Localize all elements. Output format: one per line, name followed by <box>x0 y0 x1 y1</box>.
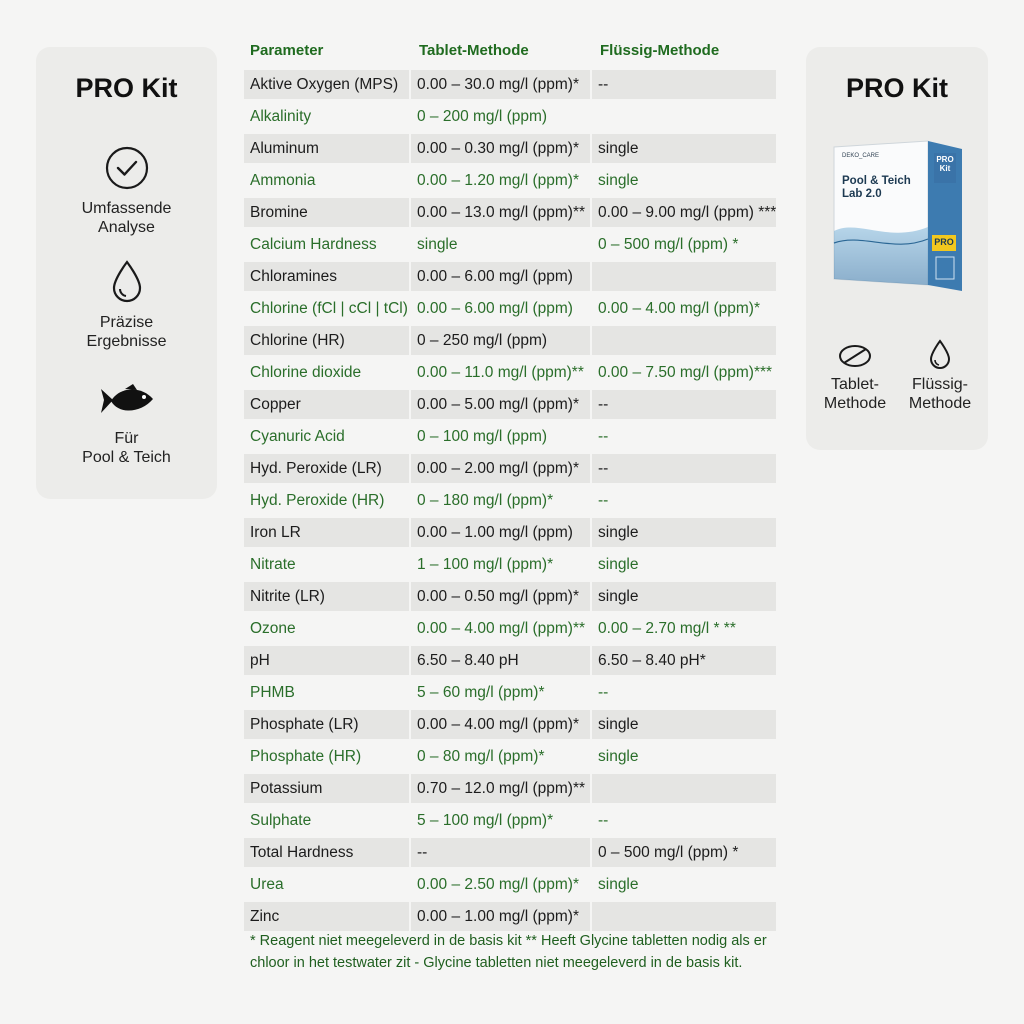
table-row <box>244 676 776 708</box>
right-panel-title: PRO Kit <box>845 73 948 103</box>
table-header <box>244 40 776 68</box>
cell-tablet-methode: 0.00 – 4.00 mg/l (ppm)* <box>411 710 592 739</box>
cell-fluessig-methode: -- <box>592 454 776 483</box>
cell-fluessig-methode: -- <box>598 811 609 829</box>
cell-tablet-methode: 0.00 – 0.30 mg/l (ppm)* <box>411 134 592 163</box>
cell-tablet-methode: 0 – 100 mg/l (ppm) <box>411 422 592 451</box>
table-row <box>244 324 776 356</box>
cell-tablet-methode: 0.00 – 1.20 mg/l (ppm)* <box>411 166 592 195</box>
left-feature-panel <box>36 47 217 499</box>
feature-label: Präzise Ergebnisse <box>86 314 167 350</box>
cell-tablet-methode: 0 – 200 mg/l (ppm) <box>411 102 592 131</box>
cell-fluessig-methode: single <box>598 555 639 573</box>
cell-parameter: Hyd. Peroxide (LR) <box>244 454 411 483</box>
table-row <box>244 612 776 644</box>
cell-parameter: Sulphate <box>244 806 411 835</box>
footnote: * Reagent niet meegeleverd in de basis kit ** Heeft Glycine tabletten nodig als er chloor in het testwater zit - Glycine tabletten niet meegeleverd in de basis kit. <box>250 933 767 971</box>
water-drop-icon <box>109 259 145 310</box>
cell-tablet-methode: 0.00 – 1.00 mg/l (ppm) <box>411 518 592 547</box>
cell-fluessig-methode <box>592 774 776 803</box>
cell-tablet-methode: 5 – 60 mg/l (ppm)* <box>411 678 592 707</box>
cell-fluessig-methode: single <box>598 747 639 765</box>
cell-fluessig-methode: -- <box>592 70 776 99</box>
cell-parameter: Aktive Oxygen (MPS) <box>244 70 411 99</box>
product-name: Pool & Teich Lab 2.0 <box>842 175 911 200</box>
table-row <box>244 708 776 740</box>
table-row <box>244 516 776 548</box>
cell-parameter: Zinc <box>244 902 411 931</box>
table-row <box>244 260 776 292</box>
cell-tablet-methode: single <box>411 230 592 259</box>
cell-fluessig-methode: single <box>592 710 776 739</box>
parameter-table <box>244 40 776 932</box>
product-brand: DEKO_CARE <box>842 153 880 159</box>
table-row <box>244 772 776 804</box>
cell-parameter: Potassium <box>244 774 411 803</box>
cell-parameter: Total Hardness <box>244 838 411 867</box>
cell-fluessig-methode: single <box>598 171 639 189</box>
cell-fluessig-methode: 0 – 500 mg/l (ppm) * <box>592 838 776 867</box>
cell-fluessig-methode: 6.50 – 8.40 pH* <box>592 646 776 675</box>
cell-fluessig-methode: -- <box>598 683 609 701</box>
cell-parameter: Ammonia <box>244 166 411 195</box>
table-row <box>244 580 776 612</box>
table-row <box>244 804 776 836</box>
cell-fluessig-methode <box>592 262 776 291</box>
cell-tablet-methode: 0.00 – 5.00 mg/l (ppm)* <box>411 390 592 419</box>
cell-tablet-methode: 5 – 100 mg/l (ppm)* <box>411 806 592 835</box>
feature-label: Umfassende Analyse <box>81 200 172 236</box>
table-row <box>244 900 776 932</box>
water-drop-icon <box>902 339 978 371</box>
cell-parameter: Aluminum <box>244 134 411 163</box>
cell-tablet-methode: -- <box>411 838 592 867</box>
product-badge-top: PRO Kit <box>936 155 954 173</box>
cell-parameter: PHMB <box>244 678 411 707</box>
table-row <box>244 868 776 900</box>
cell-tablet-methode: 0.00 – 2.50 mg/l (ppm)* <box>411 870 592 899</box>
cell-fluessig-methode <box>592 102 776 131</box>
cell-tablet-methode: 0.00 – 6.00 mg/l (ppm) <box>411 294 592 323</box>
cell-parameter: Copper <box>244 390 411 419</box>
left-panel-title: PRO Kit <box>75 73 178 103</box>
header-parameter: Parameter <box>250 42 324 59</box>
table-row <box>244 484 776 516</box>
feature-umfassende-analyse <box>36 145 217 237</box>
cell-fluessig-methode: single <box>598 875 639 893</box>
cell-parameter: Nitrate <box>244 550 411 579</box>
table-row <box>244 740 776 772</box>
tablet-icon <box>820 343 890 371</box>
table-row <box>244 164 776 196</box>
cell-tablet-methode: 0.00 – 4.00 mg/l (ppm)** <box>411 614 592 643</box>
cell-parameter: Nitrite (LR) <box>244 582 411 611</box>
cell-tablet-methode: 0 – 180 mg/l (ppm)* <box>411 486 592 515</box>
table-row <box>244 100 776 132</box>
cell-parameter: pH <box>244 646 411 675</box>
cell-parameter: Chlorine dioxide <box>244 358 411 387</box>
method-label: Flüssig- Methode <box>908 376 972 412</box>
cell-parameter: Iron LR <box>244 518 411 547</box>
cell-parameter: Bromine <box>244 198 411 227</box>
table-row <box>244 292 776 324</box>
cell-tablet-methode: 6.50 – 8.40 pH <box>411 646 592 675</box>
cell-tablet-methode: 0.00 – 0.50 mg/l (ppm)* <box>411 582 592 611</box>
cell-tablet-methode: 0.00 – 6.00 mg/l (ppm) <box>411 262 592 291</box>
table-row <box>244 228 776 260</box>
feature-pool-teich <box>36 383 217 467</box>
method-fluessig <box>902 339 978 413</box>
cell-fluessig-methode: 0.00 – 4.00 mg/l (ppm)* <box>598 299 760 317</box>
cell-parameter: Phosphate (LR) <box>244 710 411 739</box>
cell-fluessig-methode: single <box>592 134 776 163</box>
cell-fluessig-methode: 0.00 – 9.00 mg/l (ppm) *** <box>592 198 776 227</box>
cell-parameter: Calcium Hardness <box>244 230 411 259</box>
product-badge-mid: PRO <box>934 237 954 247</box>
cell-tablet-methode: 0 – 250 mg/l (ppm) <box>411 326 592 355</box>
cell-fluessig-methode: -- <box>592 390 776 419</box>
cell-parameter: Hyd. Peroxide (HR) <box>244 486 411 515</box>
cell-parameter: Chlorine (fCl | cCl | tCl) <box>244 294 411 323</box>
cell-fluessig-methode: -- <box>598 491 609 509</box>
table-row <box>244 836 776 868</box>
product-box-image <box>828 139 966 299</box>
table-row <box>244 420 776 452</box>
cell-fluessig-methode: single <box>592 518 776 547</box>
cell-parameter: Ozone <box>244 614 411 643</box>
method-label: Tablet- Methode <box>823 376 887 412</box>
fish-icon <box>97 383 157 424</box>
cell-tablet-methode: 0.00 – 11.0 mg/l (ppm)** <box>411 358 592 387</box>
cell-parameter: Chlorine (HR) <box>244 326 411 355</box>
cell-fluessig-methode: 0.00 – 2.70 mg/l * ** <box>598 619 736 637</box>
right-product-panel <box>806 47 988 450</box>
cell-fluessig-methode: single <box>592 582 776 611</box>
feature-praezise-ergebnisse <box>36 259 217 351</box>
table-row <box>244 356 776 388</box>
cell-fluessig-methode: -- <box>598 427 609 445</box>
cell-fluessig-methode: 0 – 500 mg/l (ppm) * <box>598 235 739 253</box>
table-row <box>244 132 776 164</box>
table-row <box>244 196 776 228</box>
header-tablet-methode: Tablet-Methode <box>419 42 529 59</box>
header-fluessig-methode: Flüssig-Methode <box>600 42 720 59</box>
table-row <box>244 644 776 676</box>
table-row <box>244 548 776 580</box>
cell-tablet-methode: 0 – 80 mg/l (ppm)* <box>411 742 592 771</box>
table-body <box>244 68 776 932</box>
cell-parameter: Phosphate (HR) <box>244 742 411 771</box>
checkmark-circle-icon <box>104 145 150 196</box>
table-row <box>244 388 776 420</box>
cell-parameter: Urea <box>244 870 411 899</box>
cell-fluessig-methode <box>592 326 776 355</box>
cell-fluessig-methode <box>592 902 776 931</box>
table-row <box>244 68 776 100</box>
cell-tablet-methode: 0.00 – 30.0 mg/l (ppm)* <box>411 70 592 99</box>
cell-fluessig-methode: 0.00 – 7.50 mg/l (ppm)*** <box>598 363 773 381</box>
cell-parameter: Alkalinity <box>244 102 411 131</box>
feature-label: Für Pool & Teich <box>82 430 171 466</box>
cell-tablet-methode: 0.00 – 2.00 mg/l (ppm)* <box>411 454 592 483</box>
table-row <box>244 452 776 484</box>
cell-tablet-methode: 0.00 – 13.0 mg/l (ppm)** <box>411 198 592 227</box>
cell-tablet-methode: 0.70 – 12.0 mg/l (ppm)** <box>411 774 592 803</box>
cell-tablet-methode: 0.00 – 1.00 mg/l (ppm)* <box>411 902 592 931</box>
method-tablet <box>820 343 890 413</box>
cell-parameter: Chloramines <box>244 262 411 291</box>
cell-tablet-methode: 1 – 100 mg/l (ppm)* <box>411 550 592 579</box>
cell-parameter: Cyanuric Acid <box>244 422 411 451</box>
